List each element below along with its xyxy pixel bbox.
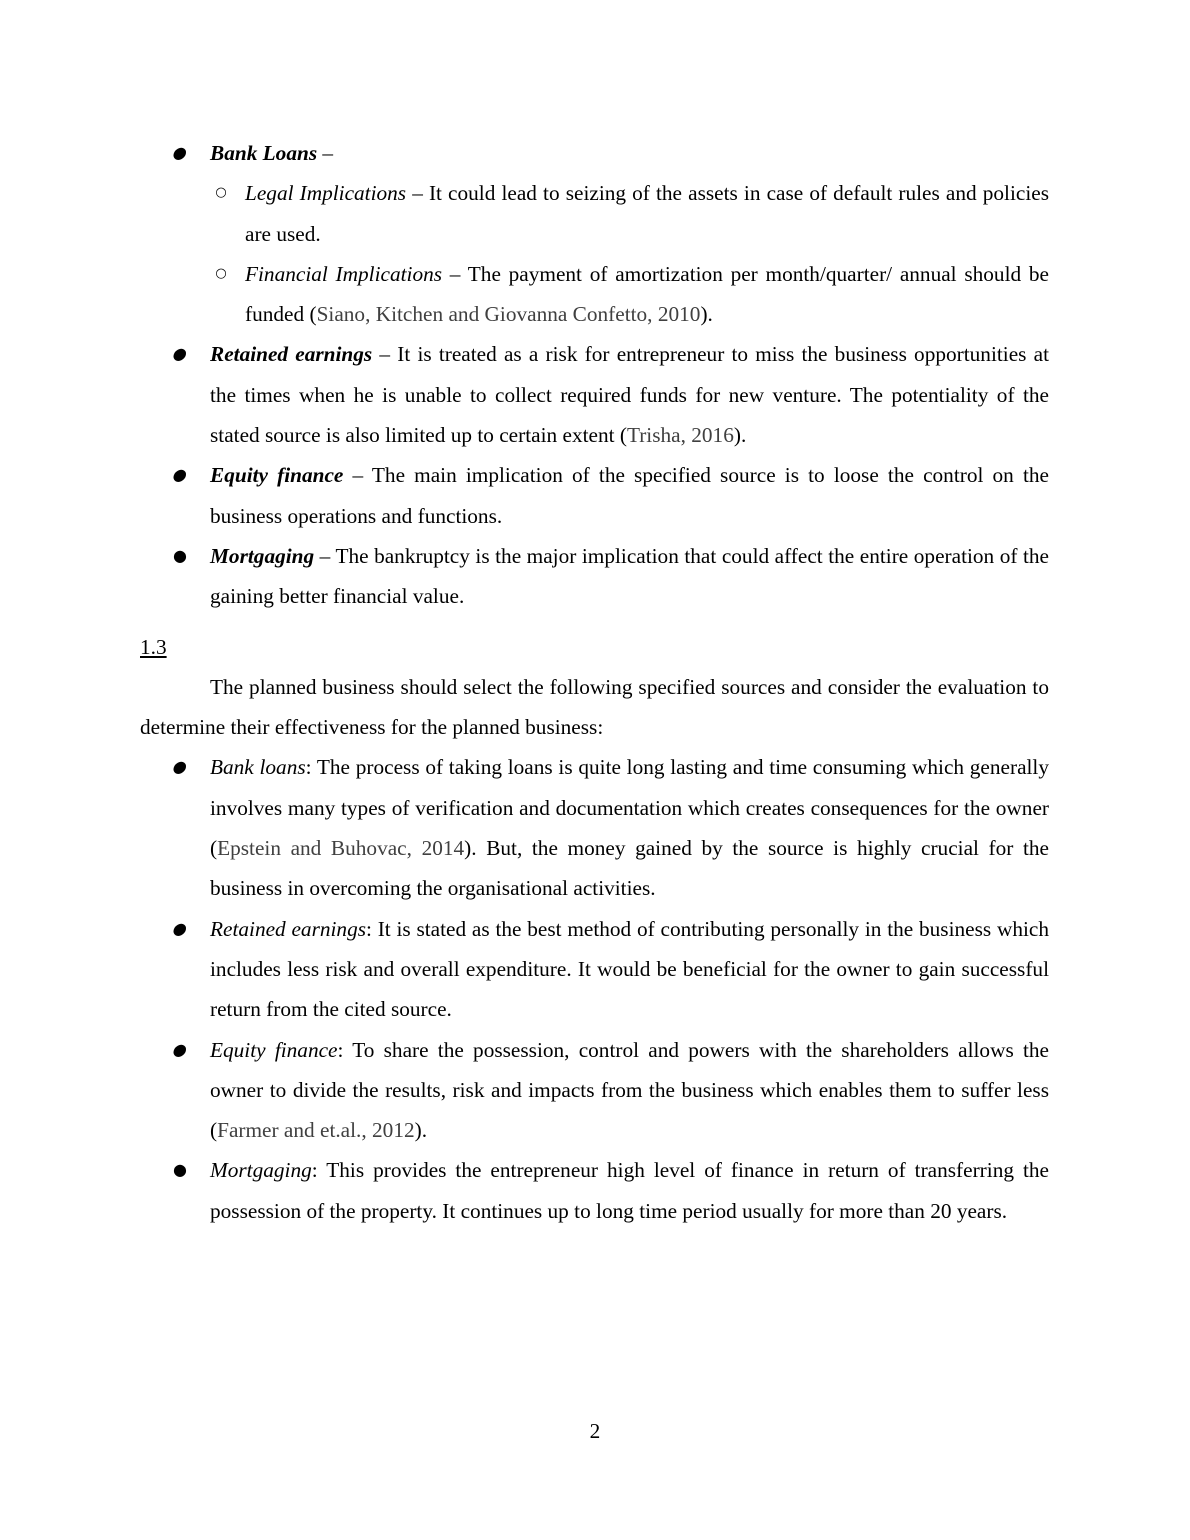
list-item-mortgaging <box>173 536 1049 617</box>
bullet-icon: ● <box>170 1039 190 1059</box>
item-title: Retained earnings <box>210 342 373 367</box>
list-item-retained-earnings <box>170 334 1050 455</box>
citation: Epstein and Buhovac, 2014 <box>217 836 465 861</box>
item-after: ). <box>733 423 747 448</box>
bullet-icon: ● <box>170 757 190 777</box>
sublist-item-financial <box>215 254 1049 335</box>
bullet-icon: ● <box>170 465 190 485</box>
list-item-mortgaging <box>173 1150 1049 1231</box>
bank-loans-sublist <box>210 173 1049 334</box>
bullet-icon: ● <box>170 143 190 162</box>
section-intro: The planned business should select the following specified sources and consider the evaluation to determine their effectiveness for the planned business: <box>140 674 1049 740</box>
page-number: 2 <box>589 1419 601 1443</box>
item-text: : It is stated as the best method of contributing personally in the business which includes less risk and overall expenditure. It would be beneficial for the owner to gain successful return from the cited source. <box>210 916 1049 1022</box>
citation: Farmer and et.al., 2012 <box>217 1118 415 1143</box>
bullet-icon: ● <box>170 344 190 364</box>
item-after: ). But, the money gained by the source is highly crucial for the business in overcoming the organisational activities. <box>210 836 1049 901</box>
item-text: : This provides the entrepreneur high level of finance in return of transferring the possession of the property. It continues up to long time period usually for more than 20 years. <box>210 1158 1049 1223</box>
item-title: Mortgaging <box>210 1158 312 1183</box>
subitem-title: Financial Implications <box>245 261 443 286</box>
list-item-bank-loans <box>170 133 1049 334</box>
list-item-equity-finance <box>170 1030 1049 1151</box>
subitem-text: – It could lead to seizing of the assets in case of default rules and policies are used. <box>245 181 1049 246</box>
item-title: Retained earnings <box>210 916 367 941</box>
subitem-title: Legal Implications <box>245 181 407 206</box>
circle-bullet-icon: ○ <box>215 185 227 201</box>
item-text: – The bankruptcy is the major implication that could affect the entire operation of the gaining better financial value. <box>210 543 1049 609</box>
citation: Siano, Kitchen and Giovanna Confetto, 2010 <box>316 302 701 327</box>
bullet-icon: ● <box>173 1160 187 1180</box>
implications-list <box>140 133 1049 617</box>
list-item-bank-loans <box>170 747 1049 908</box>
section-number: 1.3 <box>140 634 167 659</box>
bullet-icon: ● <box>173 545 187 565</box>
sublist-item-legal <box>215 173 1049 254</box>
item-title: Bank Loans <box>210 141 318 165</box>
item-dash: – <box>317 141 334 165</box>
sources-list <box>140 747 1049 1231</box>
item-after: ). <box>414 1118 428 1143</box>
item-title: Equity finance <box>210 463 344 488</box>
list-item-retained-earnings <box>170 909 1049 1030</box>
item-text: – It is treated as a risk for entrepreneur to miss the business opportunities at the times when he is unable to collect required funds for new venture. The potentiality of the stated source is also limited up to certain extent ( <box>210 342 1050 448</box>
item-text: – The main implication of the specified source is to loose the control on the business operations and functions. <box>210 463 1049 528</box>
item-title: Equity finance <box>210 1037 338 1062</box>
circle-bullet-icon: ○ <box>215 265 227 281</box>
item-text: : The process of taking loans is quite long lasting and time consuming which generally involves many types of verification and documentation which creates consequences for the owner ( <box>210 755 1049 861</box>
page-content <box>140 133 1049 1231</box>
item-text: : To share the possession, control and powers with the shareholders allows the owner to divide the results, risk and impacts from the business which enables them to suffer less ( <box>210 1037 1049 1143</box>
bullet-icon: ● <box>170 918 190 938</box>
subitem-after: ). <box>700 302 713 327</box>
item-title: Mortgaging <box>210 543 315 568</box>
subitem-text: – The payment of amortization per month/quarter/ annual should be funded ( <box>245 261 1049 327</box>
item-title: Bank loans <box>210 755 306 780</box>
citation: Trisha, 2016 <box>626 423 734 448</box>
list-item-equity-finance <box>170 455 1049 536</box>
